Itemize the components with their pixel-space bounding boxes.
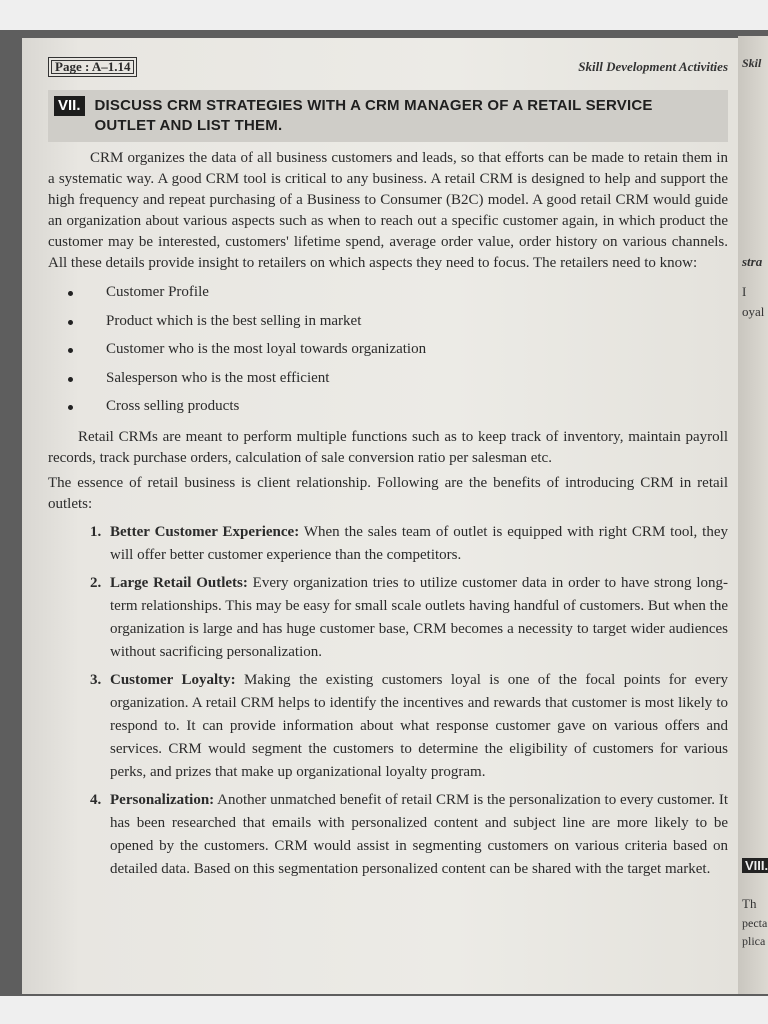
list-item-text: Product which is the best selling in market	[106, 312, 362, 329]
neighbor-fragment: Skil	[742, 56, 762, 70]
list-item-text: Cross selling products	[106, 398, 240, 414]
benefit-number: 2.	[90, 574, 102, 591]
list-item	[48, 335, 728, 364]
benefit-title: Personalization:	[110, 791, 215, 808]
list-item	[48, 278, 728, 307]
list-item	[48, 307, 728, 336]
benefit-number: 4.	[90, 791, 102, 808]
bullet-icon	[68, 377, 73, 382]
benefit-item	[48, 572, 728, 664]
neighbor-fragment: VIII.	[742, 858, 768, 873]
benefit-item	[48, 669, 728, 784]
functions-paragraph: Retail CRMs are meant to perform multiple functions such as to keep track of inventory, maintain payroll records, track purchase orders, calculation of sale conversion ratio per salesman etc.	[48, 428, 728, 466]
neighbor-fragment: I	[742, 284, 747, 299]
benefit-number: 3.	[90, 671, 102, 688]
book-page	[22, 38, 738, 994]
section-title-line-2: OUTLET AND LIST THEM.	[94, 117, 283, 134]
benefit-item	[48, 521, 728, 567]
section-title-line-1: DISCUSS CRM STRATEGIES WITH A CRM MANAGER OF A RETAIL SERVICE	[94, 97, 653, 114]
neighbor-fragment: plica	[742, 934, 766, 948]
essence-paragraph: The essence of retail business is client relationship. Following are the benefits of introducing CRM in retail outlets:	[48, 474, 728, 512]
benefit-text: Making the existing customers loyal is one of the focal points for every organization. A retail CRM helps to identify the incentives and rewards that customer is most likely to respond to. It can provide information about what response customer gave on various offers and services. CRM would segment the customers to determine the eligibility of customers for various perks, and prizes that make up organizational loyalty program.	[110, 671, 729, 780]
benefit-title: Better Customer Experience:	[110, 523, 300, 540]
page-number-label: Page : A–1.14	[48, 57, 137, 77]
bullet-icon	[68, 320, 73, 325]
bullet-icon	[68, 291, 73, 296]
list-item-text: Salesperson who is the most efficient	[106, 369, 330, 386]
benefit-item	[48, 789, 728, 881]
list-item	[48, 392, 728, 421]
section-title	[95, 96, 653, 136]
bullet-icon	[68, 405, 73, 410]
intro-paragraph: CRM organizes the data of all business customers and leads, so that efforts can be made to retain them in a systematic way. A good CRM tool is critical to any business. A retail CRM is designed to help and support the high frequency and repeat purchasing of a Business to Consumer (B2C) model. A good retail CRM would guide an organization about various aspects such as when to reach out a specific customer again, in which product the customer may be interested, customers' lifetime spend, average order value, order history on various channels. All these details provide insight to retailers on which aspects they need to focus. The retailers need to know:	[48, 150, 728, 271]
section-heading	[48, 90, 728, 142]
section-number-badge: VII.	[54, 96, 85, 116]
benefit-text: When the sales team of outlet is equipped with right CRM tool, they will offer better customer experience than the competitors.	[110, 523, 728, 563]
benefit-number: 1.	[90, 523, 102, 540]
adjacent-page-edge	[738, 36, 768, 994]
benefits-list	[48, 521, 728, 881]
page-header	[48, 56, 728, 78]
benefit-text: Every organization tries to utilize customer data in order to have strong long- term relationships. This may be easy for small scale outlets having handful of customers. But when the organization is large and has huge customer base, CRM becomes a necessity to target wider audiences without sacrificing personalization.	[110, 574, 729, 660]
retailer-needs-list	[48, 278, 728, 421]
list-item-text: Customer who is the most loyal towards organization	[106, 341, 427, 357]
page-content	[48, 56, 728, 886]
neighbor-fragment: stra	[742, 254, 763, 269]
running-head: Skill Development Activities	[578, 59, 728, 74]
benefit-title: Customer Loyalty:	[110, 671, 236, 688]
neighbor-fragment: Th	[742, 896, 757, 911]
neighbor-fragment: oyal	[742, 304, 765, 319]
neighbor-fragment: pecta	[742, 916, 768, 930]
benefit-text: Another unmatched benefit of retail CRM is the personalization to every customer. It has been researched that emails with personalized content and subject line are more likely to be opened by the customers. CRM would assist in segmenting customers on various criteria based on detailed data. Based on this segmentation personalized content can be shared with the target market.	[110, 791, 728, 877]
list-item-text: Customer Profile	[106, 284, 209, 300]
list-item	[48, 364, 728, 393]
benefit-title: Large Retail Outlets:	[110, 574, 248, 591]
bullet-icon	[68, 348, 73, 353]
